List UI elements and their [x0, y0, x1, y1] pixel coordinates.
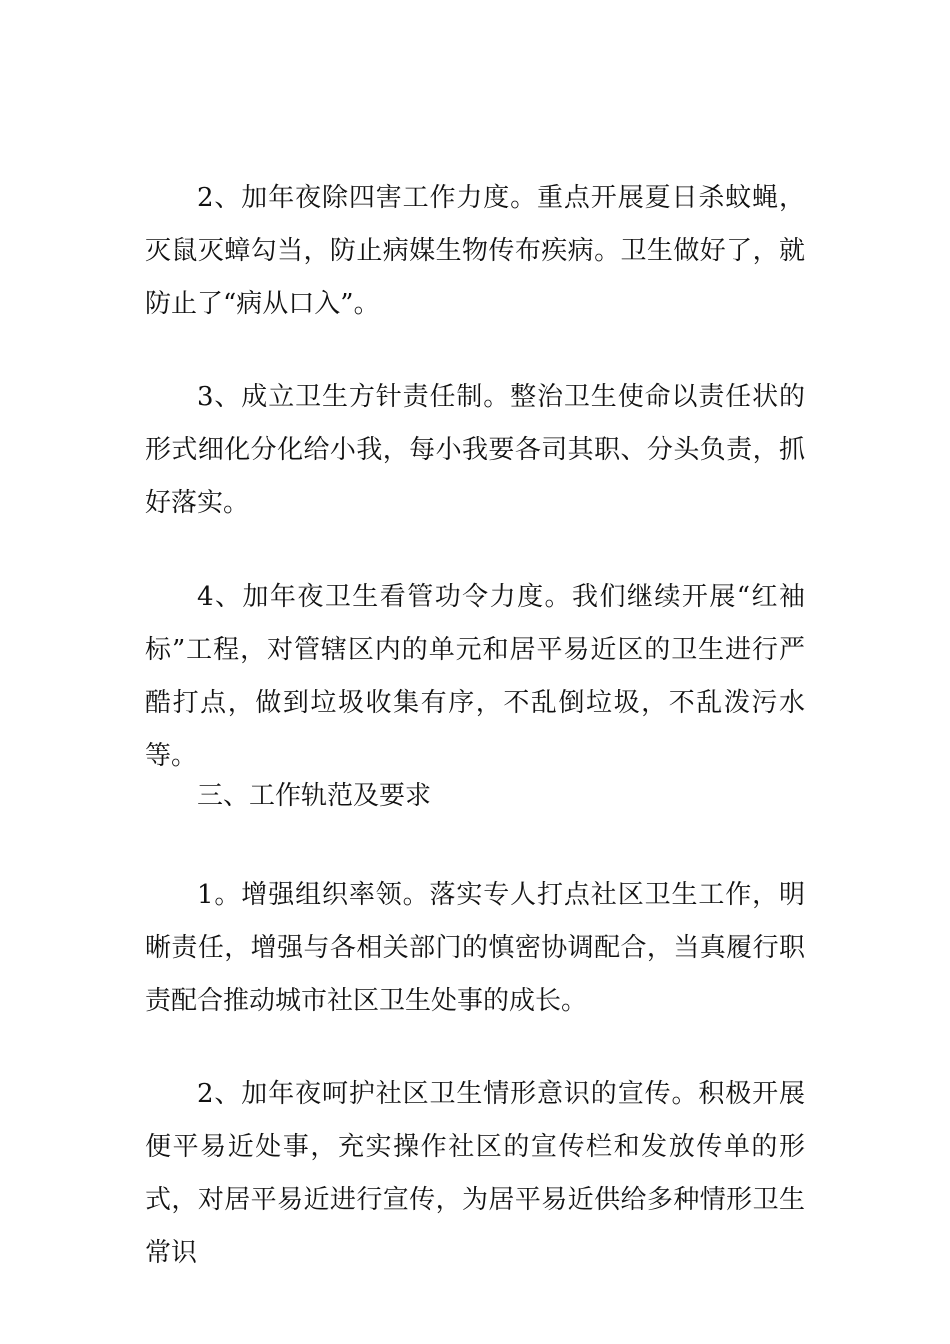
paragraph-item-2-pest-control: 2、加年夜除四害工作力度。重点开展夏日杀蚊蝇，灭鼠灭蟑勾当，防止病媒生物传布疾病。卫生做好了，就防止了“病从口入”。	[145, 183, 805, 319]
paragraph-item-4-supervision: 4、加年夜卫生看管功令力度。我们继续开展“红袖标”工程，对管辖区内的单元和居平易近区的卫生进行严酷打点，做到垃圾收集有序，不乱倒垃圾，不乱泼污水等。	[145, 582, 805, 771]
paragraph-item-2-publicity: 2、加年夜呵护社区卫生情形意识的宣传。积极开展便平易近处事，充实操作社区的宣传栏和发放传单的形式，对居平易近进行宣传，为居平易近供给多种情形卫生常识	[145, 1079, 805, 1268]
paragraph-item-3-responsibility: 3、成立卫生方针责任制。整治卫生使命以责任状的形式细化分化给小我，每小我要各司其职、分头负责，抓好落实。	[145, 382, 805, 518]
paragraph-item-1-organization: 1。增强组织率领。落实专人打点社区卫生工作，明晰责任，增强与各相关部门的慎密协调配合，当真履行职责配合推动城市社区卫生处事的成长。	[145, 880, 805, 1016]
section-heading: 三、工作轨范及要求	[197, 781, 432, 811]
